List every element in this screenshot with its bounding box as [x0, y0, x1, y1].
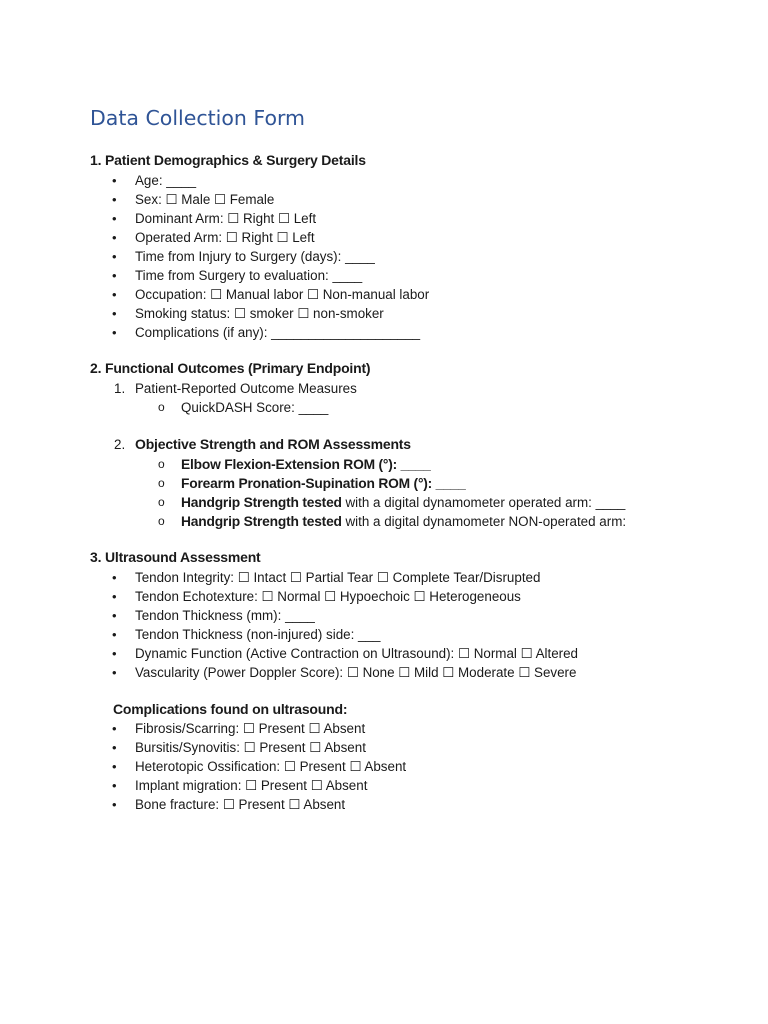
- list-item: • Tendon Integrity: ☐ Intact ☐ Partial Tear ☐ Complete Tear/Disrupted: [0, 568, 578, 587]
- complications-heading: Complications found on ultrasound:: [113, 701, 348, 717]
- list-item: • Tendon Thickness (mm): ____: [0, 606, 578, 625]
- list-item: o QuickDASH Score: ____: [0, 398, 328, 417]
- list-item: [0, 512, 626, 531]
- list-item: • Fibrosis/Scarring: ☐ Present ☐ Absent: [0, 719, 406, 738]
- subsection-label: Patient-Reported Outcome Measures: [135, 381, 357, 396]
- item-text: with a digital dynamometer NON-operated arm:: [341, 514, 627, 529]
- list-item: • Tendon Thickness (non-injured) side: ___: [0, 625, 578, 644]
- list-item: • Bursitis/Synovitis: ☐ Present ☐ Absent: [0, 738, 406, 757]
- item-bold-text: Forearm Pronation-Supination ROM (°): ____: [181, 476, 466, 491]
- section-1-heading: 1. Patient Demographics & Surgery Details: [90, 152, 366, 168]
- item-text: with a digital dynamometer operated arm: ____: [341, 495, 626, 510]
- list-item: • Tendon Echotexture: ☐ Normal ☐ Hypoechoic ☐ Heterogeneous: [0, 587, 578, 606]
- item-bold-text: Elbow Flexion-Extension ROM (°): ____: [181, 457, 431, 472]
- subsection-number: 2.: [114, 437, 126, 452]
- subsection-number: 1.: [114, 381, 126, 396]
- subsection-label: Objective Strength and ROM Assessments: [135, 436, 411, 452]
- list-item: • Sex: ☐ Male ☐ Female: [0, 190, 429, 209]
- list-item: [0, 455, 626, 474]
- list-item: [0, 474, 626, 493]
- subsection-2-2-list: [0, 455, 626, 531]
- list-item: • Vascularity (Power Doppler Score): ☐ None ☐ Mild ☐ Moderate ☐ Severe: [0, 663, 578, 682]
- item-bold-text: Handgrip Strength tested: [181, 495, 342, 510]
- section-1-list: [0, 171, 429, 342]
- list-item: • Bone fracture: ☐ Present ☐ Absent: [0, 795, 406, 814]
- list-item: • Dynamic Function (Active Contraction on Ultrasound): ☐ Normal ☐ Altered: [0, 644, 578, 663]
- list-item: • Occupation: ☐ Manual labor ☐ Non-manual labor: [0, 285, 429, 304]
- list-item: • Implant migration: ☐ Present ☐ Absent: [0, 776, 406, 795]
- section-3-list: [0, 568, 578, 682]
- list-item: • Complications (if any): ____________________: [0, 323, 429, 342]
- list-item: [0, 493, 626, 512]
- section-2-heading: 2. Functional Outcomes (Primary Endpoint): [90, 360, 371, 376]
- page-title: Data Collection Form: [90, 106, 306, 130]
- complications-list: [0, 719, 406, 814]
- subsection-2-1-list: [0, 398, 328, 417]
- list-item: • Smoking status: ☐ smoker ☐ non-smoker: [0, 304, 429, 323]
- list-item: • Operated Arm: ☐ Right ☐ Left: [0, 228, 429, 247]
- section-3-heading: 3. Ultrasound Assessment: [90, 549, 261, 565]
- list-item: • Time from Surgery to evaluation: ____: [0, 266, 429, 285]
- list-item: • Age: ____: [0, 171, 429, 190]
- item-bold-text: Handgrip Strength tested: [181, 514, 342, 529]
- list-item: • Dominant Arm: ☐ Right ☐ Left: [0, 209, 429, 228]
- list-item: • Heterotopic Ossification: ☐ Present ☐ Absent: [0, 757, 406, 776]
- list-item: • Time from Injury to Surgery (days): ____: [0, 247, 429, 266]
